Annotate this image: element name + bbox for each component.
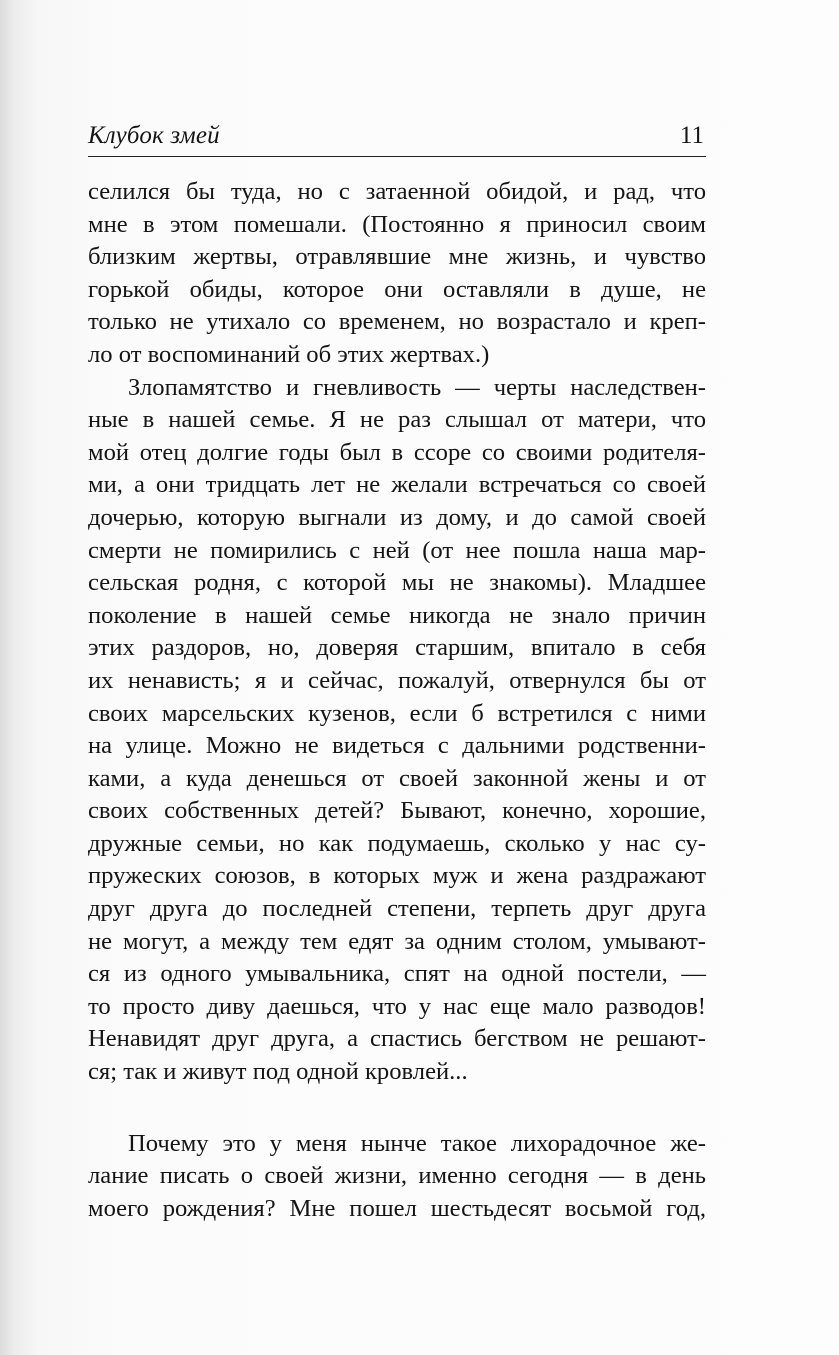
text-line: ло от воспоминаний об этих жертвах.) (88, 340, 490, 368)
text-line: своих марсельских кузенов, если б встретился с ними (88, 699, 706, 727)
text-line: пружеских союзов, в которых муж и жена раздражают (88, 862, 706, 890)
text-line: моего рождения? Мне пошел шестьдесят восьмой год, (88, 1194, 706, 1222)
body-text (88, 176, 706, 1225)
text-line: горькой обиды, которое они оставляли в душе, не (88, 275, 706, 303)
text-line: селился бы туда, но с затаенной обидой, и рад, что (88, 178, 706, 205)
text-line: ками, а куда денешься от своей законной жены и от (88, 764, 706, 792)
text-line: этих раздоров, но, доверяя старшим, впитало в себя (88, 634, 706, 662)
text-line: Ненавидят друг друга, а спастись бегством не решают- (88, 1025, 706, 1053)
text-line: только не утихало со временем, но возрастало и креп- (88, 308, 706, 336)
text-line: поколение в нашей семье никогда не знало причин (88, 601, 706, 629)
text-line: мой отец долгие годы был в ссоре со своими родителя- (88, 438, 706, 466)
text-line: друг друга до последней степени, терпеть друг друга (88, 895, 706, 923)
text-line: Злопамятство и гневливость — черты наследствен- (128, 373, 706, 401)
text-line: ся; так и живут под одной кровлей... (88, 1058, 468, 1086)
paragraph-1 (88, 176, 706, 372)
text-line: ся из одного умывальника, спят на одной постели, — (88, 960, 706, 988)
text-line: ми, а они тридцать лет не желали встречаться со своей (88, 471, 706, 499)
text-line: дружные семьи, но как подумаешь, сколько у нас су- (88, 829, 706, 857)
text-line: Почему это у меня нынче такое лихорадочное же- (128, 1129, 706, 1157)
section-break (88, 1089, 706, 1128)
text-line: дочерью, которую выгнали из дому, и до самой своей (88, 503, 706, 531)
text-line: сельская родня, с которой мы не знакомы). Младшее (88, 569, 706, 597)
text-line: своих собственных детей? Бывают, конечно, хорошие, (88, 797, 706, 825)
paragraph-3 (88, 1128, 706, 1226)
text-line: то просто диву даешься, что у нас еще мало разводов! (88, 992, 706, 1020)
text-line: смерти не помирились с ней (от нее пошла наша мар- (88, 536, 706, 564)
text-line: мне в этом помешали. (Постоянно я приносил своим (88, 210, 706, 238)
text-line: не могут, а между тем едят за одним столом, умывают- (88, 927, 706, 955)
page-number: 11 (679, 122, 704, 149)
text-line: лание писать о своей жизни, именно сегодня — в день (88, 1162, 706, 1190)
text-line: ные в нашей семье. Я не раз слышал от матери, что (88, 406, 706, 434)
text-line: на улице. Можно не видеться с дальними родственни- (88, 732, 706, 760)
running-header (88, 118, 706, 157)
book-title: Клубок змей (88, 122, 220, 149)
text-line: их ненависть; я и сейчас, пожалуй, отвернулся бы от (88, 666, 706, 694)
paragraph-2 (88, 372, 706, 1089)
text-line: близким жертвы, отравлявшие мне жизнь, и чувство (88, 243, 706, 271)
